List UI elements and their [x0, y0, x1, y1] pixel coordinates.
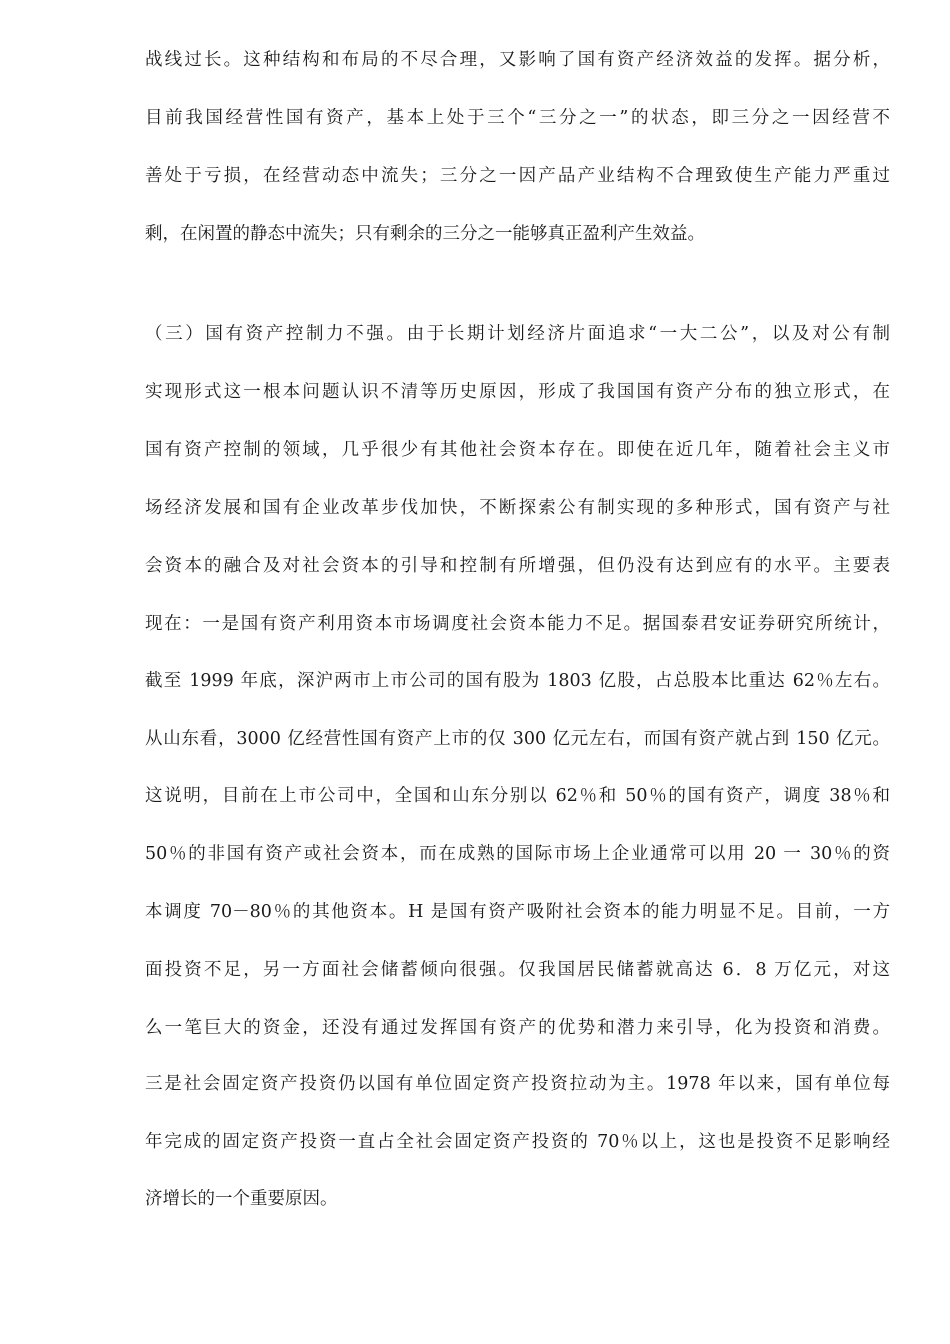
text-line: 场经济发展和国有企业改革步伐加快，不断探索公有制实现的多种形式，国有资产与社 [145, 498, 890, 518]
text-line: （三）国有资产控制力不强。由于长期计划经济片面追求“一大二公”，以及对公有制 [145, 324, 890, 344]
text-line: 三是社会固定资产投资仍以国有单位固定资产投资拉动为主。1978 年以来，国有单位每 [145, 1074, 890, 1094]
text-line: 目前我国经营性国有资产，基本上处于三个“三分之一”的状态，即三分之一因经营不 [145, 108, 890, 128]
text-line: 这说明，目前在上市公司中，全国和山东分别以 62％和 50％的国有资产，调度 38％和 [145, 786, 890, 806]
text-line: 50％的非国有资产或社会资本，而在成熟的国际市场上企业通常可以用 20 一 30％的资 [145, 844, 890, 864]
text-line: 截至 1999 年底，深沪两市上市公司的国有股为 1803 亿股，占总股本比重达 62％左右。 [145, 671, 890, 691]
text-line: 济增长的一个重要原因。 [145, 1189, 338, 1209]
text-line: 战线过长。这种结构和布局的不尽合理，又影响了国有资产经济效益的发挥。据分析， [145, 50, 890, 70]
text-line: 么一笔巨大的资金，还没有通过发挥国有资产的优势和潜力来引导，化为投资和消费。 [145, 1018, 890, 1038]
text-line: 面投资不足，另一方面社会储蓄倾向很强。仅我国居民储蓄就高达 6．8 万亿元，对这 [145, 960, 890, 980]
text-line: 从山东看，3000 亿经营性国有资产上市的仅 300 亿元左右，而国有资产就占到 150 亿元。 [145, 729, 890, 749]
text-line: 年完成的固定资产投资一直占全社会固定资产投资的 70％以上，这也是投资不足影响经 [145, 1132, 890, 1152]
text-line: 现在：一是国有资产利用资本市场调度社会资本能力不足。据国泰君安证券研究所统计， [145, 614, 890, 634]
text-line: 实现形式这一根本问题认识不清等历史原因，形成了我国国有资产分布的独立形式，在 [145, 382, 890, 402]
text-line: 本调度 70－80％的其他资本。H 是国有资产吸附社会资本的能力明显不足。目前，一方 [145, 902, 890, 922]
text-line: 国有资产控制的领域，几乎很少有其他社会资本存在。即使在近几年，随着社会主义市 [145, 440, 890, 460]
text-line: 会资本的融合及对社会资本的引导和控制有所增强，但仍没有达到应有的水平。主要表 [145, 556, 890, 576]
text-line: 剩，在闲置的静态中流失；只有剩余的三分之一能够真正盈利产生效益。 [145, 224, 705, 244]
text-line: 善处于亏损，在经营动态中流失；三分之一因产品产业结构不合理致使生产能力严重过 [145, 166, 890, 186]
